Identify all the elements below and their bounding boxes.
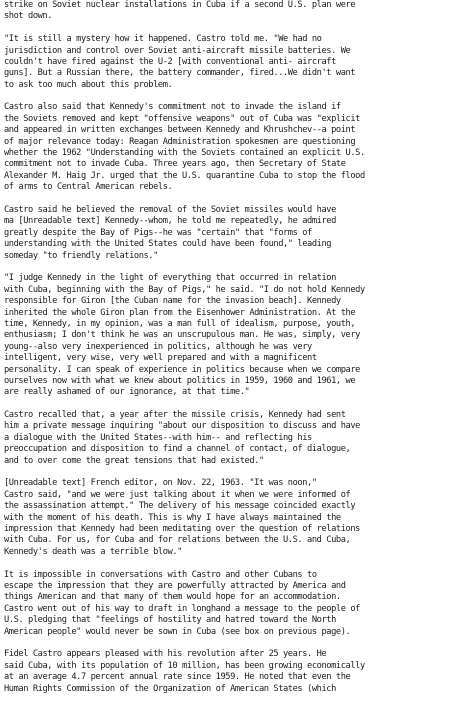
text-line: to ask too much about this problem. (4, 79, 173, 90)
text-line: the assassination attempt." The delivery of his message coincided exactly (4, 501, 356, 512)
text-line: It is impossible in conversations with Castro and other Cubans to (4, 569, 317, 580)
text-line: personality. I can speak of experience in politics because when we compare (4, 364, 360, 375)
text-line: couldn't have fired against the U-2 [with conventional anti- aircraft (4, 56, 336, 67)
paragraph (4, 0, 448, 23)
paragraph (4, 34, 448, 91)
paragraph (4, 102, 448, 193)
text-line: intelligent, very wise, very well prepared and with a magnificent (4, 353, 317, 364)
text-line: him a private message inquiring "about our disposition to discuss and have (4, 421, 360, 432)
text-line: inherited the whole Giron plan from the Eisenhower Administration. At the (4, 307, 356, 318)
text-line: [Unreadable text] French editor, on Nov. 22, 1963. "It was noon," (4, 478, 317, 489)
text-line: with the moment of his death. This is why I have always maintained the (4, 512, 341, 523)
text-line: U.S. pledging that "feelings of hostility and hatred toward the North (4, 615, 336, 626)
text-line: enthusiasm; I don't think he was an unscrupulous man. He was, simply, very (4, 330, 360, 341)
text-line: Castro said, "and we were just talking about it when we were informed of (4, 489, 351, 500)
text-line: responsible for Giron [the Cuban name for the invasion beach]. Kennedy (4, 296, 341, 307)
text-line: Castro went out of his way to draft in longhand a message to the people of (4, 603, 360, 614)
text-line: understanding with the United States could have been found," leading (4, 239, 332, 250)
text-line: of major relevance today: Reagan Administration spokesmen are questioning (4, 136, 356, 147)
document-page (4, 0, 448, 706)
paragraph (4, 273, 448, 398)
text-line: Castro recalled that, a year after the missile crisis, Kennedy had sent (4, 410, 346, 421)
text-line: "It is still a mystery how it happened. Castro told me. "We had no (4, 34, 322, 45)
text-line: with Cuba, beginning with the Bay of Pigs," he said. "I do not hold Kennedy (4, 284, 365, 295)
text-line: jurisdiction and control over Soviet anti-aircraft missile batteries. We (4, 45, 351, 56)
text-line: are really ashamed of our ignorance, at that time." (4, 387, 250, 398)
text-line: escape the impression that they are powerfully attracted by America and (4, 580, 346, 591)
paragraph (4, 478, 448, 558)
text-line: and appeared in written exchanges between Kennedy and Khrushchev--a point (4, 125, 356, 136)
text-line: preoccupation and disposition to find a channel of contact, of dialogue, (4, 444, 351, 455)
text-line: whether the 1962 "Understanding with the Soviets contained an explicit U.S. (4, 148, 365, 159)
text-line: young--also very inexperienced in politics, although he was very (4, 341, 312, 352)
text-line: at an average 4.7 percent annual rate since 1959. He noted that even the (4, 672, 351, 683)
text-line: Castro said he believed the removal of the Soviet missiles would have (4, 204, 336, 215)
text-line: a dialogue with the United States--with him-- and reflecting his (4, 432, 312, 443)
text-line: shot down. (4, 11, 53, 22)
paragraph (4, 205, 448, 262)
text-line: of arms to Central American rebels. (4, 182, 173, 193)
text-line: with Cuba. For us, for Cuba and for relations between the U.S. and Cuba, (4, 535, 351, 546)
text-line: and to over come the great tensions that had existed." (4, 455, 264, 466)
text-line: Human Rights Commission of the Organization of American States (which (4, 683, 336, 694)
text-line: American people" would never be sown in Cuba (see box on previous page). (4, 626, 351, 637)
text-line: guns]. But a Russian there, the battery commander, fired...We didn't want (4, 68, 356, 79)
text-line: things American and that many of them would hope for an accommodation. (4, 592, 341, 603)
text-line: impression that Kennedy had been meditating over the question of relations (4, 524, 360, 535)
text-line: Alexander M. Haig Jr. urged that the U.S. quarantine Cuba to stop the flood (4, 170, 365, 181)
text-line: Castro also said that Kennedy's commitment not to invade the island if (4, 102, 341, 113)
text-line: ourselves now with what we knew about politics in 1959, 1960 and 1961, we (4, 375, 356, 386)
text-line: "I judge Kennedy in the light of everything that occurred in relation (4, 273, 336, 284)
text-line: ma [Unreadable text] Kennedy--whom, he told me repeatedly, he admired (4, 216, 336, 227)
paragraph (4, 649, 448, 695)
text-line: strike on Soviet nuclear installations in Cuba if a second U.S. plan were (4, 0, 356, 10)
text-line: greatly despite the Bay of Pigs--he was "certain" that "forms of (4, 227, 312, 238)
text-line: the Soviets removed and kept "offensive weapons" out of Cuba was "explicit (4, 113, 360, 124)
text-line: someday "to friendly relations." (4, 250, 158, 261)
text-line: commitment not to invade Cuba. Three years ago, then Secretary of State (4, 159, 346, 170)
text-line: Kennedy's death was a terrible blow." (4, 546, 182, 557)
text-line: Fidel Castro appears pleased with his revolution after 25 years. He (4, 649, 327, 660)
paragraph (4, 570, 448, 638)
paragraph (4, 410, 448, 467)
text-line: said Cuba, with its population of 10 million, has been growing economically (4, 660, 365, 671)
text-line: time, Kennedy, in my opinion, was a man full of idealism, purpose, youth, (4, 318, 356, 329)
